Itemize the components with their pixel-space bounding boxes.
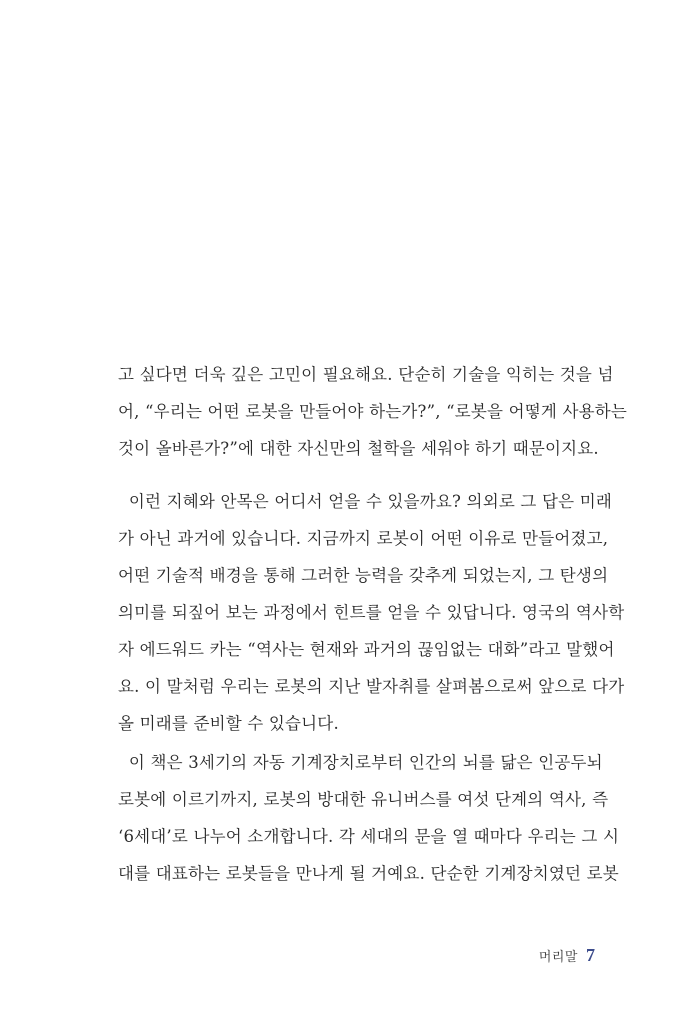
paragraph-line: 대를 대표하는 로봇들을 만나게 될 거예요. 단순한 기계장치였던 로봇 bbox=[118, 864, 619, 883]
running-head: 머리말 bbox=[538, 950, 578, 965]
paragraph-1 bbox=[118, 356, 628, 467]
paragraph-line: 고 싶다면 더욱 깊은 고민이 필요해요. 단순히 기술을 익히는 것을 넘 bbox=[118, 365, 614, 384]
paragraph-line: 자 에드워드 카는 “역사는 현재와 과거의 끊임없는 대화”라고 말했어 bbox=[118, 640, 615, 659]
paragraph-line: 가 아닌 과거에 있습니다. 지금까지 로봇이 어떤 이유로 만들어졌고, bbox=[118, 529, 609, 548]
paragraph-2 bbox=[118, 483, 625, 742]
paragraph-3 bbox=[118, 744, 620, 892]
page-number: 7 bbox=[586, 945, 595, 965]
paragraph-line: 로봇에 이르기까지, 로봇의 방대한 유니버스를 여섯 단계의 역사, 즉 bbox=[118, 790, 609, 809]
paragraph-line: 어떤 기술적 배경을 통해 그러한 능력을 갖추게 되었는지, 그 탄생의 bbox=[118, 566, 609, 585]
paragraph-line: 의미를 되짚어 보는 과정에서 힌트를 얻을 수 있답니다. 영국의 역사학 bbox=[118, 603, 625, 622]
page-footer bbox=[539, 945, 595, 967]
paragraph-line: ‘6세대’로 나누어 소개합니다. 각 세대의 문을 열 때마다 우리는 그 시 bbox=[118, 827, 620, 846]
paragraph-line: 이런 지혜와 안목은 어디서 얻을 수 있을까요? 의외로 그 답은 미래 bbox=[118, 492, 612, 511]
paragraph-line: 요. 이 말처럼 우리는 로봇의 지난 발자취를 살펴봄으로써 앞으로 다가 bbox=[118, 677, 625, 696]
paragraph-line: 어, “우리는 어떤 로봇을 만들어야 하는가?”, “로봇을 어떻게 사용하는 bbox=[118, 402, 628, 421]
paragraph-line: 이 책은 3세기의 자동 기계장치로부터 인간의 뇌를 닮은 인공두뇌 bbox=[118, 753, 603, 772]
paragraph-line: 올 미래를 준비할 수 있습니다. bbox=[118, 714, 339, 733]
paragraph-line: 것이 올바른가?”에 대한 자신만의 철학을 세워야 하기 때문이지요. bbox=[118, 439, 599, 458]
